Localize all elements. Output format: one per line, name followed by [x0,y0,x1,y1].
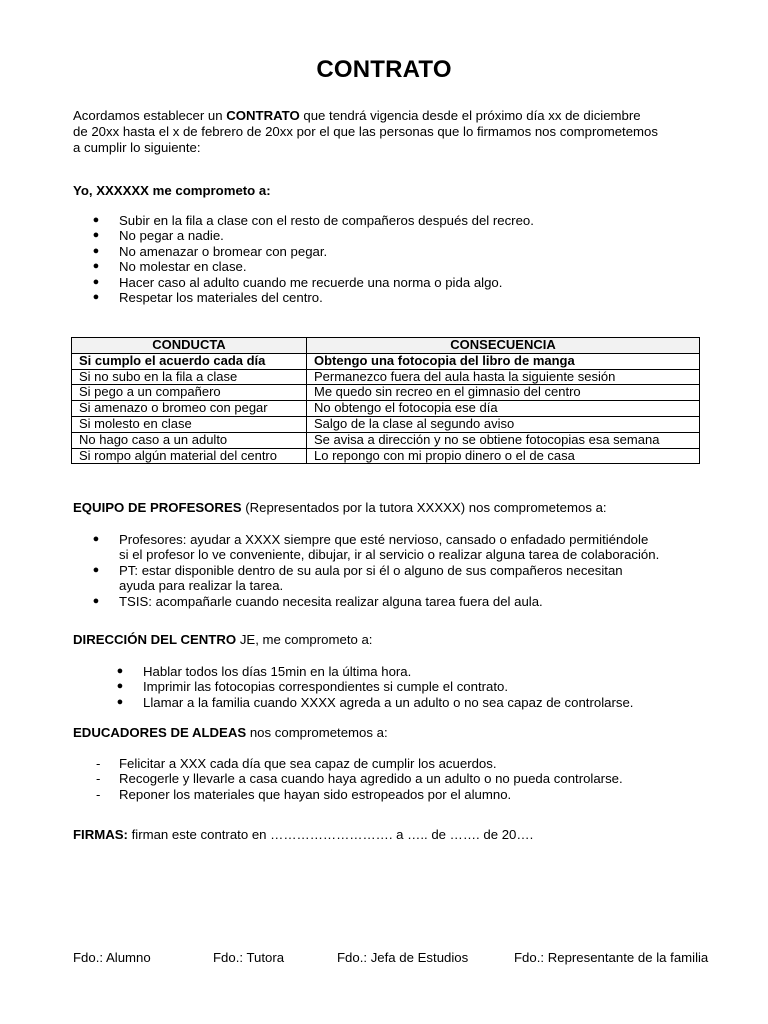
list-item: ● Profesores: ayudar a XXXX siempre que esté nervioso, cansado o enfadado permitiéndole si el profesor lo ve conveniente, dibujar, ir al servicio o realizar alguna tarea de colaboración. [92,532,660,563]
list-item: ● Hacer caso al adulto cuando me recuerde una norma o pida algo. [92,274,503,290]
table-cell: No obtengo el fotocopia ese día [307,401,700,417]
table-cell: Obtengo una fotocopia del libro de manga [307,353,700,369]
educadores-commitments-list [96,756,623,802]
list-item: ● Imprimir las fotocopias correspondientes si cumple el contrato. [116,679,509,695]
table-row [72,448,700,464]
profesores-heading: EQUIPO DE PROFESORES (Representados por la tutora XXXXX) nos comprometemos a: [73,500,607,515]
bullet-icon: ● [92,244,100,257]
table-cell: Me quedo sin recreo en el gimnasio del centro [307,385,700,401]
bullet-icon: ● [92,533,100,545]
list-item: ● PT: estar disponible dentro de su aula por si él o alguno de sus compañeros necesitan ayuda para realizar la tarea. [92,562,623,594]
dash-icon: - [96,756,101,771]
intro-contrato-bold: CONTRATO [226,108,300,123]
list-item: ● No amenazar o bromear con pegar. [92,243,328,259]
intro-paragraph [73,108,713,156]
table-cell: Si molesto en clase [72,416,307,432]
table-cell: Permanezco fuera del aula hasta la siguiente sesión [307,369,700,385]
list-item: ● No pegar a nadie. [92,228,224,244]
firmas-label: FIRMAS: [73,827,128,842]
list-item: - Felicitar a XXX cada día que sea capaz de cumplir los acuerdos. [96,756,497,771]
bullet-icon: ● [92,563,100,576]
bullet-icon: ● [92,291,100,304]
table-cell: Si pego a un compañero [72,385,307,401]
list-item: ● Llamar a la familia cuando XXXX agreda a un adulto o no sea capaz de controlarse. [116,694,634,710]
table-header-row [72,338,700,354]
list-item: ● TSIS: acompañarle cuando necesita realizar alguna tarea fuera del aula. [92,593,543,609]
signature-tutora: Fdo.: Tutora [213,950,285,965]
list-item: ● No molestar en clase. [92,259,247,275]
table-cell: Si amenazo o bromeo con pegar [72,401,307,417]
profesores-commitments-list [92,532,660,609]
table-cell: Se avisa a dirección y no se obtiene fotocopias esa semana [307,432,700,448]
bullet-icon: ● [92,214,100,226]
firmas-line: FIRMAS: firman este contrato en ………………………. a ….. de ……. de 20…. [73,827,534,842]
table-row [72,353,700,369]
table-row [72,432,700,448]
intro-line-2: de 20xx hasta el x de febrero de 20xx por el que las personas que lo firmamos nos comprometemos [73,124,658,139]
list-item: ● Subir en la fila a clase con el resto de compañeros después del recreo. [92,213,534,228]
intro-line-1: Acordamos establecer un CONTRATO que tendrá vigencia desde el próximo día xx de diciembre [73,108,641,123]
signature-alumno: Fdo.: Alumno [73,950,151,965]
signature-jefa-estudios: Fdo.: Jefa de Estudios [337,950,469,965]
bullet-icon: ● [92,229,100,242]
dash-icon: - [96,786,101,802]
dash-icon: - [96,771,101,787]
table-cell: Salgo de la clase al segundo aviso [307,416,700,432]
intro-line-3: a cumplir lo siguiente: [73,140,201,155]
table-header-conducta: CONDUCTA [72,338,307,354]
signature-representante-familia: Fdo.: Representante de la familia [514,950,709,965]
document-title: CONTRATO [316,56,452,83]
table-row [72,385,700,401]
educadores-heading: EDUCADORES DE ALDEAS nos comprometemos a: [73,725,388,740]
table-row [72,416,700,432]
table-cell: Lo repongo con mi propio dinero o el de casa [307,448,700,464]
bullet-icon: ● [92,275,100,288]
list-item: - Reponer los materiales que hayan sido estropeados por el alumno. [96,786,512,802]
conduct-consequence-table [71,337,700,464]
bullet-icon: ● [92,260,100,273]
table-row [72,401,700,417]
alumno-commitments-list [92,213,534,306]
table-cell: No hago caso a un adulto [72,432,307,448]
alumno-heading: Yo, XXXXXX me comprometo a: [73,183,271,198]
bullet-icon: ● [116,665,124,677]
table-cell: Si cumplo el acuerdo cada día [72,353,307,369]
table-row [72,369,700,385]
table-header-consecuencia: CONSECUENCIA [307,338,700,354]
list-item: ● Hablar todos los días 15min en la última hora. [116,664,412,679]
bullet-icon: ● [116,680,124,693]
bullet-icon: ● [92,594,100,607]
table-cell: Si no subo en la fila a clase [72,369,307,385]
list-item: ● Respetar los materiales del centro. [92,290,323,306]
direccion-heading: DIRECCIÓN DEL CENTRO JE, me comprometo a: [73,632,373,647]
list-item: - Recogerle y llevarle a casa cuando haya agredido a un adulto o no pueda controlarse. [96,771,623,787]
bullet-icon: ● [116,695,124,708]
table-cell: Si rompo algún material del centro [72,448,307,464]
direccion-commitments-list [116,664,634,710]
